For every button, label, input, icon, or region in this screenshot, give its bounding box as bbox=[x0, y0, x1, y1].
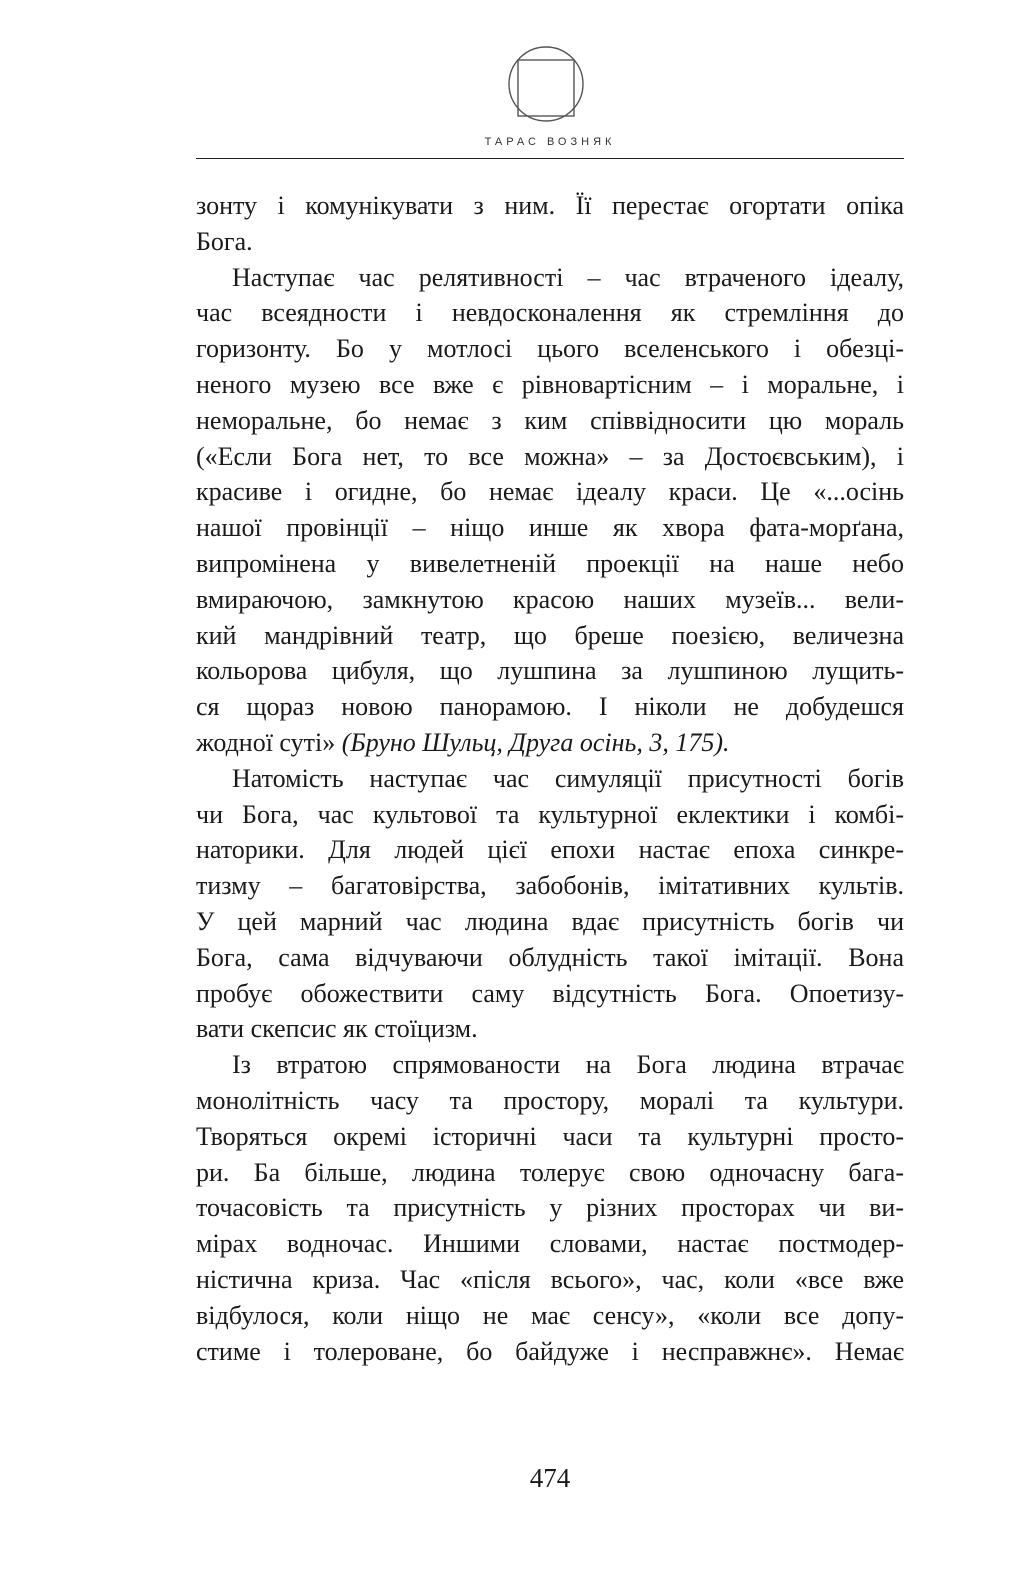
text-line: красиве і огидне, бо немає ідеалу краси. Це «...осінь bbox=[196, 477, 904, 507]
header-divider bbox=[196, 158, 904, 159]
text-line: монолітність часу та простору, моралі та культури. bbox=[196, 1085, 904, 1115]
text-line: кий мандрівний театр, що бреше поезією, величезна bbox=[196, 620, 904, 650]
text-line: неморальне, бо немає з ким співвідносити цю мораль bbox=[196, 405, 904, 435]
text-line: Творяться окремі історичні часи та культурні просто- bbox=[196, 1121, 904, 1151]
text-line: вмираючою, замкнутою красою наших музеїв... вели- bbox=[196, 584, 904, 614]
text-line: вати скепсис як стоїцизм. bbox=[196, 1014, 478, 1044]
page-number: 474 bbox=[529, 1463, 571, 1493]
text-line: ри. Ба більше, людина толерує свою одночасну бага- bbox=[196, 1157, 904, 1187]
body-text bbox=[196, 188, 904, 1369]
closing-text: жодної суті» bbox=[196, 727, 336, 757]
text-line: відбулося, коли ніщо не має сенсу», «коли все допу- bbox=[196, 1300, 904, 1330]
text-line: («Если Бога нет, то все можна» – за Достоєвським), і bbox=[196, 441, 904, 471]
text-line: Бога. bbox=[196, 226, 253, 256]
paragraph bbox=[196, 188, 904, 260]
text-line: стиме і толероване, бо байдуже і несправжнє». Немає bbox=[196, 1336, 904, 1366]
text-line: Із втратою спрямованости на Бога людина втрачає bbox=[232, 1050, 904, 1080]
text-line: Бога, сама відчуваючи облудність такої імітації. Вона bbox=[196, 942, 904, 972]
paragraph bbox=[196, 1047, 904, 1369]
text-line: ся щораз новою панорамою. І ніколи не добудешся bbox=[196, 692, 904, 722]
circle-square-emblem-icon bbox=[506, 44, 586, 124]
text-line: кольорова цибуля, що лушпина за лушпиною лущить- bbox=[196, 656, 904, 686]
text-line: точасовість та присутність у різних просторах чи ви- bbox=[196, 1193, 904, 1223]
text-line: неного музею все вже є рівновартісним – і моральне, і bbox=[196, 369, 904, 399]
text-line: випромінена у вивелетненій проекції на наше небо bbox=[196, 548, 904, 578]
text-line: зонту і комунікувати з ним. Її перестає огортати опіка bbox=[196, 191, 904, 220]
text-line: Натомість наступає час симуляції присутності богів bbox=[232, 763, 904, 793]
text-line: пробує обожествити саму відсутність Бога. Опоетизу- bbox=[196, 978, 904, 1008]
citation: (Бруно Шульц, Друга осінь, 3, 175). bbox=[341, 727, 730, 757]
text-line: мірах водночас. Иншими словами, настає постмодер- bbox=[196, 1229, 904, 1259]
text-line: наторики. Для людей цієї епохи настає епоха синкре- bbox=[196, 835, 904, 865]
text-line: У цей марний час людина вдає присутність богів чи bbox=[196, 906, 904, 936]
text-line: ністична криза. Час «після всього», час, коли «все вже bbox=[196, 1264, 904, 1294]
text-line: Наступає час релятивності – час втраченого ідеалу, bbox=[232, 262, 904, 292]
text-line: горизонту. Бо у мотлосі цього вселенського і обезці- bbox=[196, 334, 904, 364]
text-line: чи Бога, час культової та культурної еклектики і комбі- bbox=[196, 799, 904, 829]
paragraph bbox=[196, 761, 904, 1047]
running-header-author: ТАРАС ВОЗНЯК bbox=[484, 136, 616, 148]
text-line: час всеядности і невдосконалення як стремління до bbox=[196, 298, 904, 328]
text-line: нашої провінції – ніщо инше як хвора фата-морґана, bbox=[196, 513, 904, 543]
paragraph bbox=[196, 260, 904, 761]
text-line bbox=[196, 725, 904, 761]
text-line: тизму – багатовірства, забобонів, імітативних культів. bbox=[196, 871, 904, 901]
